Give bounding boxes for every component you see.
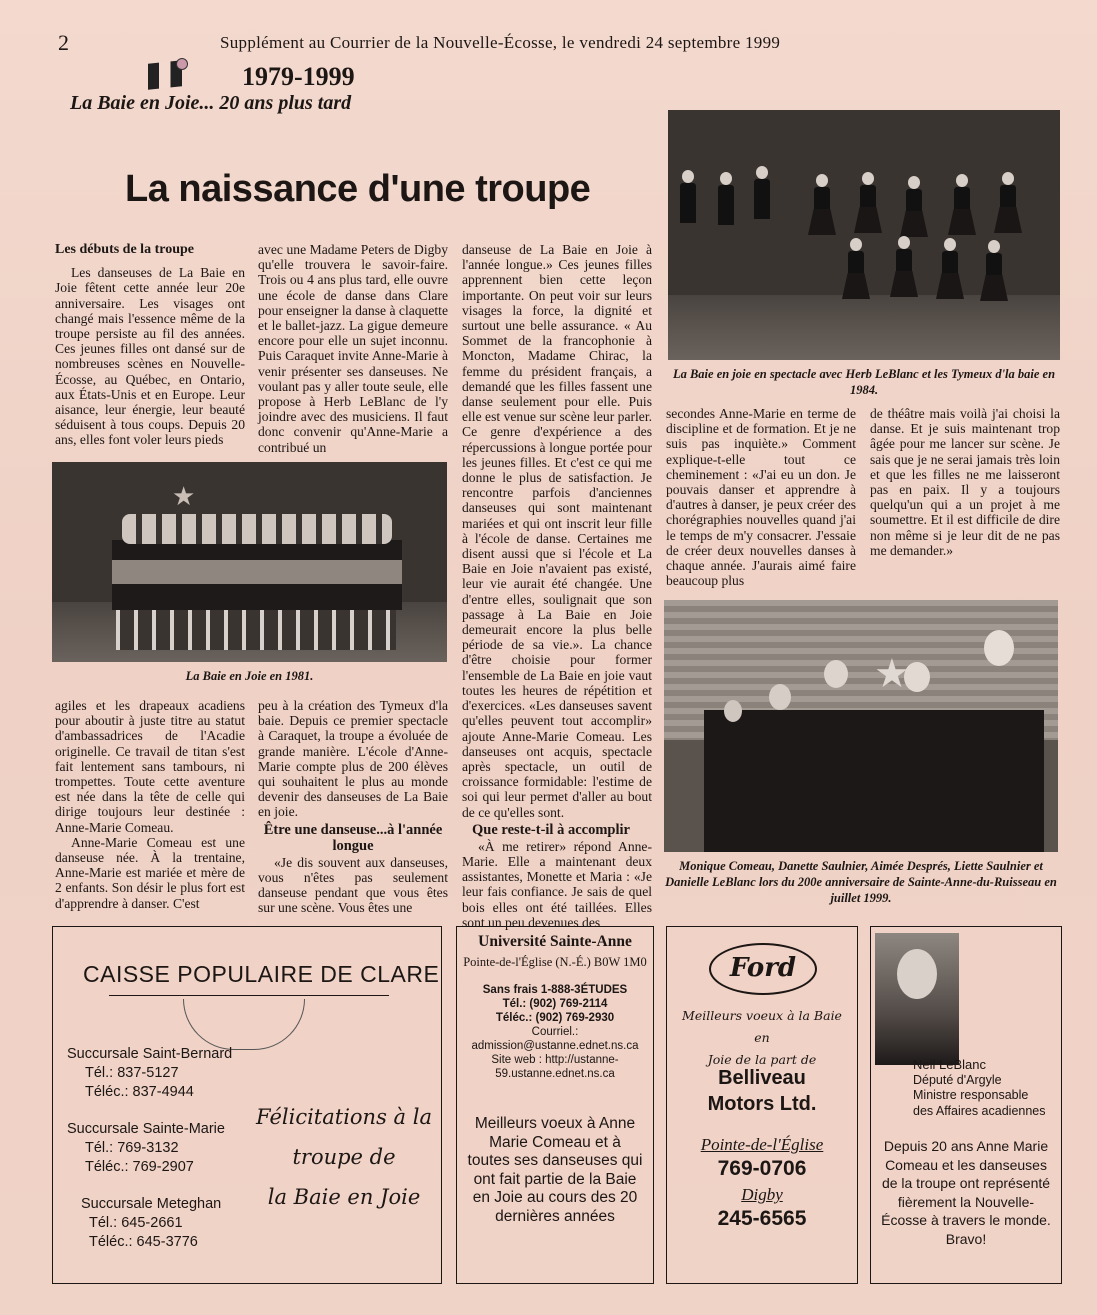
ford-company: Belliveau Motors Ltd. (707, 1067, 817, 1115)
usa-address: Pointe-de-l'Église (N.-É.) B0W 1M0 (463, 955, 647, 969)
dancer (890, 236, 918, 297)
ad-neil-leblanc (870, 926, 1062, 1284)
article-lower-column-2 (258, 698, 448, 915)
dancer (842, 238, 870, 299)
article-column-2 (258, 242, 448, 455)
musician (680, 170, 696, 223)
subhead-accomplir: Que reste-t-il à accomplir (472, 821, 630, 838)
dancer (994, 172, 1022, 233)
musician (718, 172, 734, 225)
caisse-message: Félicitations à la troupe de la Baie en Joie (256, 1105, 432, 1209)
caption-1999: Monique Comeau, Danette Saulnier, Aimée Després, Liette Saulnier et Danielle LeBlanc lors du 200e anniversaire de Sainte-Anne-du-Ruisseau en juillet 1999. (665, 859, 1057, 905)
caption-1984: La Baie en joie en spectacle avec Herb LeBlanc et les Tymeux d'la baie en 1984. (672, 367, 1056, 397)
dancer (900, 176, 928, 237)
photo-1999 (664, 600, 1058, 852)
article-column-1 (55, 242, 245, 448)
paragraph: «Je dis souvent aux danseuses, vous n'êtes pas seulement danseuse pendant que vous êtes sur une scène. Vous êtes une (258, 854, 448, 916)
ford-message: Meilleurs voeux à la Baie en Joie de la part de (682, 1008, 842, 1067)
ford-location-1: Pointe-de-l'Église (700, 1135, 824, 1154)
caisse-branches (67, 1045, 247, 1252)
star-icon (176, 58, 188, 70)
running-title: Supplément au Courrier de la Nouvelle-Écosse, le vendredi 24 septembre 1999 (220, 33, 781, 52)
dancer-aprons (112, 560, 402, 584)
paragraph: secondes Anne-Marie en terme de discipline et de formation. Et je ne suis pas inquiète.» Comment explique-t-elle tout ce cheminement : «J'ai eu un don. Je pouvais danser et apprendre à d'autres à danser, je peux créer des chorégraphies nouvelles quand j'ai le temps de m'y consacrer. J'essaie de créer deux nouvelles danses à chaque année. J'aurais aimé faire beaucoup plus (666, 406, 856, 589)
caption-1981: La Baie en Joie en 1981. (185, 669, 314, 683)
ford-phone-2: 245-6565 (717, 1207, 807, 1230)
dancer (936, 238, 964, 299)
dancer (980, 240, 1008, 301)
caisse-name: CAISSE POPULAIRE DE CLARE (83, 961, 440, 987)
subhead-etre-danseuse: Être une danseuse...à l'année longue (263, 821, 443, 854)
face (824, 660, 848, 688)
divider (109, 995, 389, 996)
ad-caisse-populaire (52, 926, 442, 1284)
usa-message: Meilleurs voeux à Anne Marie Comeau et à toutes ses danseuses qui ont fait partie de la Baie en Joie au cours des 20 dernières années (467, 1115, 643, 1225)
anniversary-banner (60, 56, 450, 118)
article-column-4a (666, 406, 856, 588)
dancer (808, 174, 836, 235)
photo-1981 (52, 462, 447, 662)
paragraph: danseuse de La Baie en Joie à l'année longue.» Ces jeunes filles apprennent bien cette leçon importante. On peut voir sur leurs visages la force, la dignité et surtout une belle assurance. « Au Sommet de la francophonie à Moncton, Madame Chirac, la femme du président français, a demandé que les filles fassent une danse seulement pour elle. Puis elle est venue sur scène leur parler. Ce genre d'expérience a des répercussions à longue portée pour les jeunes filles. Et c'est ce qui me donne le plus de satisfaction. Je rencontre parfois d'anciennes danseuses qui sont maintenant mariées et qui ont inscrit leur fille à l'école de danse. Certaines me disent aussi que si l'école et La Baie en Joie n'avaient pas existé, leur vie aurait été changée. Une d'entre elles, soulignait que son passage à La Baie en Joie demeurait encore la plus belle période de sa vie.». La chance d'être choisie pour former l'ensemble de La Baie en joie vaut toutes les heures de répétition et d'exercices. «Les danseuses savent qu'elles peuvent tout accomplir» ajoute Anne-Marie Comeau. Les danseuses ont acquis, spectacle après spectacle, un outil de croissance formidable: l'estime de soi qui leur permet d'aller au bout de ce qu'elles sont. (462, 242, 652, 820)
portrait-face (897, 949, 937, 999)
paragraph: Les danseuses de La Baie en Joie fêtent cette année leur 20e anniversaire. Les visages ont changé mais l'essence même de la troupe persiste au fil des années. Ces jeunes filles ont dansé sur de nombreuses scènes en Nouvelle-Écosse, au Québec, en Ontario, aux États-Unis et en Europe. Leur aisance, leur énergie, leur beauté séduisent à tous coups. Depuis 20 ans, elles font voler leurs pieds (55, 265, 245, 448)
ford-logo-icon: Ford (709, 943, 817, 995)
dancer (854, 172, 882, 233)
subhead-debuts: Les débuts de la troupe (55, 242, 194, 257)
ford-location-2: Digby (741, 1185, 783, 1204)
branch-saint-bernard: Succursale Saint-Bernard Tél.: 837-5127 Téléc.: 837-4944 (67, 1046, 233, 1100)
article-headline: La naissance d'une troupe (125, 168, 591, 210)
branch-meteghan: Succursale Meteghan Tél.: 645-2661 Téléc.: 645-3776 (81, 1196, 222, 1250)
paragraph: de théâtre mais voilà j'ai choisi la danse. Et je suis maintenant trop âgée pour me lancer sur scène. Je sais que je ne serai jamais très loin et que les filles ne me laisseront pas en paix. Il y a toujours quelqu'un qui a un projet à me soumettre. Et il est difficile de dire non même si je leur dit de ne pas me demander.» (870, 406, 1060, 558)
paragraph: agiles et les drapeaux acadiens pour aboutir à juste titre au statut d'ambassadrices de l'Acadie originelle. Ce travail de titan s'est fait lentement sans tambours, ni trompettes. Toute cette aventure est née dans la tête de celle qui dirige toujours leur destinée : Anne-Marie Comeau. (55, 698, 245, 835)
portrait-photo (875, 933, 959, 1065)
article-column-4b (870, 406, 1060, 558)
paragraph: peu à la création des Tymeux d'la baie. Depuis ce premier spectacle à Caraquet, la troupe a évoluée de grande manière. L'école d'Anne-Marie compte plus de 200 élèves qui souhaitent le plus au monde devenir des danseuses de La Baie en joie. (258, 698, 448, 820)
paragraph: Anne-Marie Comeau est une danseuse née. À la trentaine, Anne-Marie est mariée et mère de 2 enfants. Son désir le plus fort est d'apprendre à danser. C'est (55, 834, 245, 911)
stage-floor (668, 295, 1060, 360)
page-number: 2 (58, 30, 70, 55)
ad-belliveau-motors (666, 926, 858, 1284)
face (769, 684, 791, 710)
photo-1984 (668, 110, 1060, 360)
branch-sainte-marie: Succursale Sainte-Marie Tél.: 769-3132 Téléc.: 769-2907 (67, 1121, 225, 1175)
paragraph: «À me retirer» répond Anne-Marie. Elle a maintenant deux assistantes, Monette et Maria : «Je leur fais confiance. Je sais de quel bois elles ont été taillées. Elles sont un peu devenues des (462, 838, 652, 930)
leblanc-message: Depuis 20 ans Anne Marie Comeau et les danseuses de la troupe ont représenté fièrement la Nouvelle-Écosse à travers le monde. Bravo! (881, 1138, 1051, 1247)
usa-name: Université Sainte-Anne (478, 933, 632, 950)
face (984, 630, 1014, 666)
dancers-group (704, 710, 1044, 852)
dancer-faces (122, 514, 392, 544)
paragraph: avec une Madame Peters de Digby qu'elle trouvera le savoir-faire. Trois ou 4 ans plus tard, elle ouvre une école de danse dans Clare pour enseigner la danse à claquette et le ballet-jazz. La gigue demeure encore pour elle un sujet inconnu. Puis Caraquet invite Anne-Marie à venir présenter ses danseuses. Ne voulant pas y aller toute seule, elle propose à Herb LeBlanc de l'y joindre avec des musiciens. Il faut donc convenir qu'Anne-Marie a contribué un (258, 242, 448, 455)
face (724, 700, 742, 722)
dancer (948, 174, 976, 235)
article-column-3 (462, 242, 652, 930)
star-icon: ★ (874, 651, 910, 696)
musician (754, 166, 770, 219)
usa-contact: Sans frais 1-888-3ÉTUDES Tél.: (902) 769-2114 Téléc.: (902) 769-2930 Courriel.: admission@ustanne.ednet.ns.ca Site web : http://ustanne- 59.ustanne.ednet.ns.ca (471, 984, 639, 1080)
banner-subtitle: La Baie en Joie... 20 ans plus tard (70, 92, 352, 114)
dancer-legs (116, 610, 396, 650)
ad-universite-sainte-anne (456, 926, 654, 1284)
ford-phone-1: 769-0706 (717, 1157, 807, 1180)
hands-logo-icon (183, 999, 305, 1050)
leblanc-title: Neil LeBlanc Député d'Argyle Ministre responsable des Affaires acadiennes (913, 1057, 1046, 1118)
star-icon: ★ (172, 482, 196, 511)
banner-years: 1979-1999 (242, 62, 355, 91)
article-lower-column-1 (55, 698, 245, 911)
